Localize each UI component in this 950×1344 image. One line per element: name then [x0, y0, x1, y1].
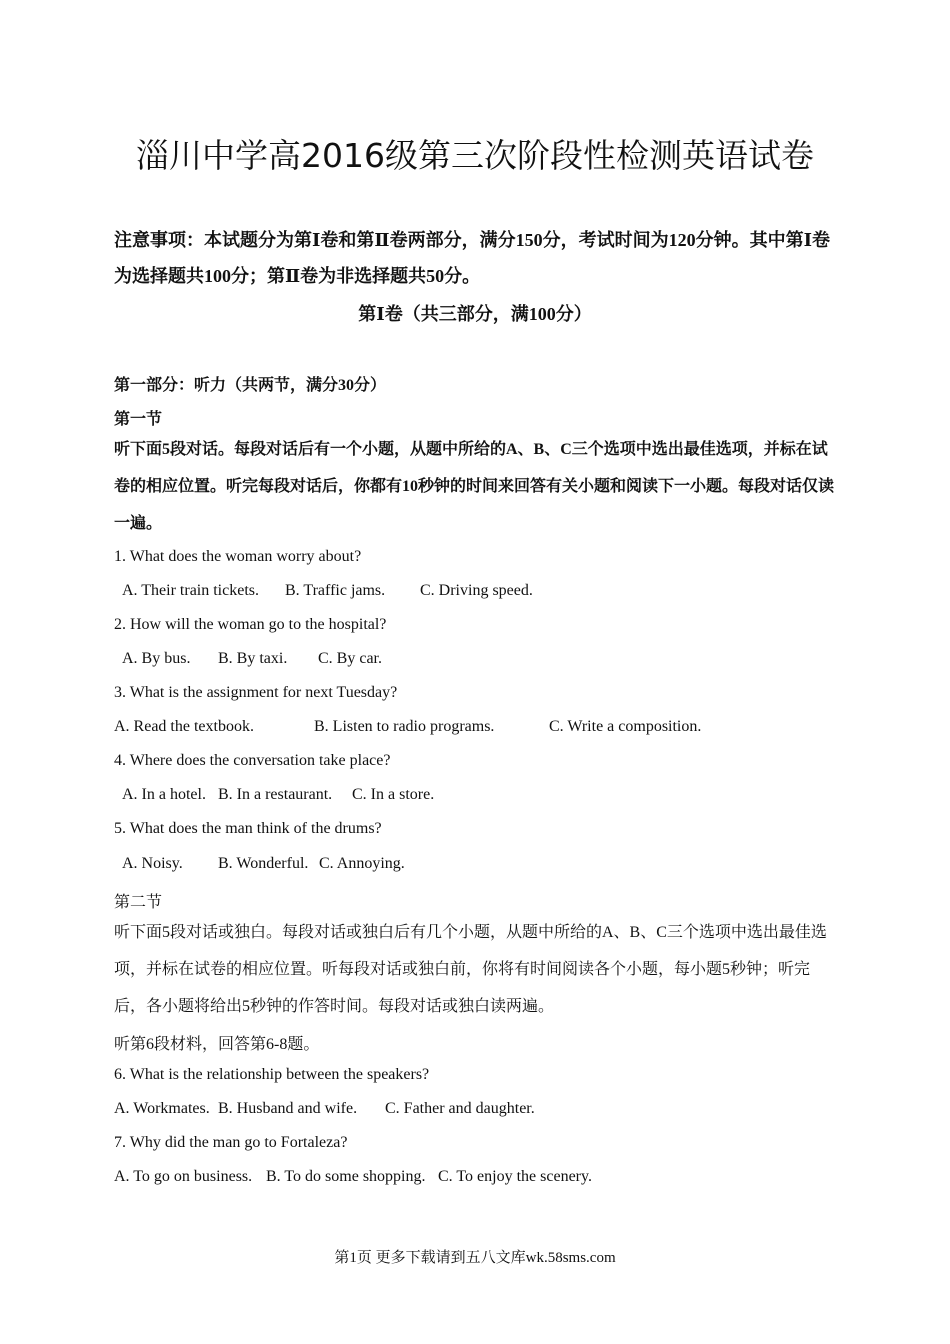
q2-option-b: B. By taxi.: [218, 650, 288, 667]
question-2: 2. How will the woman go to the hospital?: [114, 616, 387, 633]
q3-option-a: A. Read the textbook.: [114, 718, 254, 735]
section1-instructions: 听下面5段对话。每段对话后有一个小题，从题中所给的A、B、C三个选项中选出最佳选项，并标在试卷的相应位置。听完每段对话后，你都有10秒钟的时间来回答有关小题和阅读下一小题。每段对话仅读一遍。: [114, 441, 835, 532]
material6-note: 听第6段材料，回答第6-8题。: [114, 1036, 320, 1053]
q7-option-b: B. To do some shopping.: [266, 1168, 426, 1185]
q6-option-c: C. Father and daughter.: [385, 1100, 535, 1117]
q4-option-b: B. In a restaurant.: [218, 786, 333, 803]
question-6: 6. What is the relationship between the speakers?: [114, 1066, 430, 1083]
q6-option-b: B. Husband and wife.: [218, 1100, 358, 1117]
q5-option-b: B. Wonderful.: [218, 855, 309, 872]
question-3: 3. What is the assignment for next Tuesday?: [114, 684, 398, 701]
question-4: 4. Where does the conversation take place?: [114, 752, 391, 769]
q4-option-a: A. In a hotel.: [122, 786, 206, 803]
section1-title: 第一节: [114, 411, 163, 428]
q2-option-a: A. By bus.: [122, 650, 191, 667]
question-5: 5. What does the man think of the drums?: [114, 820, 382, 837]
q4-option-c: C. In a store.: [352, 786, 435, 803]
volume1-title: 第Ⅰ卷（共三部分，满100分）: [358, 304, 592, 324]
page-title: 淄川中学高2016级第三次阶段性检测英语试卷: [136, 136, 814, 175]
q1-option-c: C. Driving speed.: [420, 582, 533, 599]
q1-option-b: B. Traffic jams.: [285, 582, 386, 599]
section2-instructions: 听下面5段对话或独白。每段对话或独白后有几个小题，从题中所给的A、B、C三个选项中选出最佳选项，并标在试卷的相应位置。听每段对话或独白前，你将有时间阅读各个小题，每小题5秒钟；听完后，各小题将给出5秒钟的作答时间。每段对话或独白读两遍。: [114, 924, 827, 1015]
q3-option-b: B. Listen to radio programs.: [314, 718, 495, 735]
part1-title: 第一部分：听力（共两节，满分30分）: [114, 377, 387, 394]
exam-notice: 注意事项：本试题分为第Ⅰ卷和第Ⅱ卷两部分，满分150分，考试时间为120分钟。其中第Ⅰ卷为选择题共100分；第Ⅱ卷为非选择题共50分。: [114, 230, 831, 286]
q6-option-a: A. Workmates.: [114, 1100, 210, 1117]
q7-option-c: C. To enjoy the scenery.: [438, 1168, 592, 1185]
question-1: 1. What does the woman worry about?: [114, 548, 362, 565]
q3-option-c: C. Write a composition.: [549, 718, 702, 735]
page-footer: 第1页 更多下载请到五八文库wk.58sms.com: [334, 1250, 616, 1266]
q7-option-a: A. To go on business.: [114, 1168, 253, 1185]
q5-option-c: C. Annoying.: [319, 855, 405, 872]
q2-option-c: C. By car.: [318, 650, 382, 667]
q1-option-a: A. Their train tickets.: [122, 582, 259, 599]
question-7: 7. Why did the man go to Fortaleza?: [114, 1134, 348, 1151]
section2-title: 第二节: [114, 894, 163, 911]
q5-option-a: A. Noisy.: [122, 855, 183, 872]
